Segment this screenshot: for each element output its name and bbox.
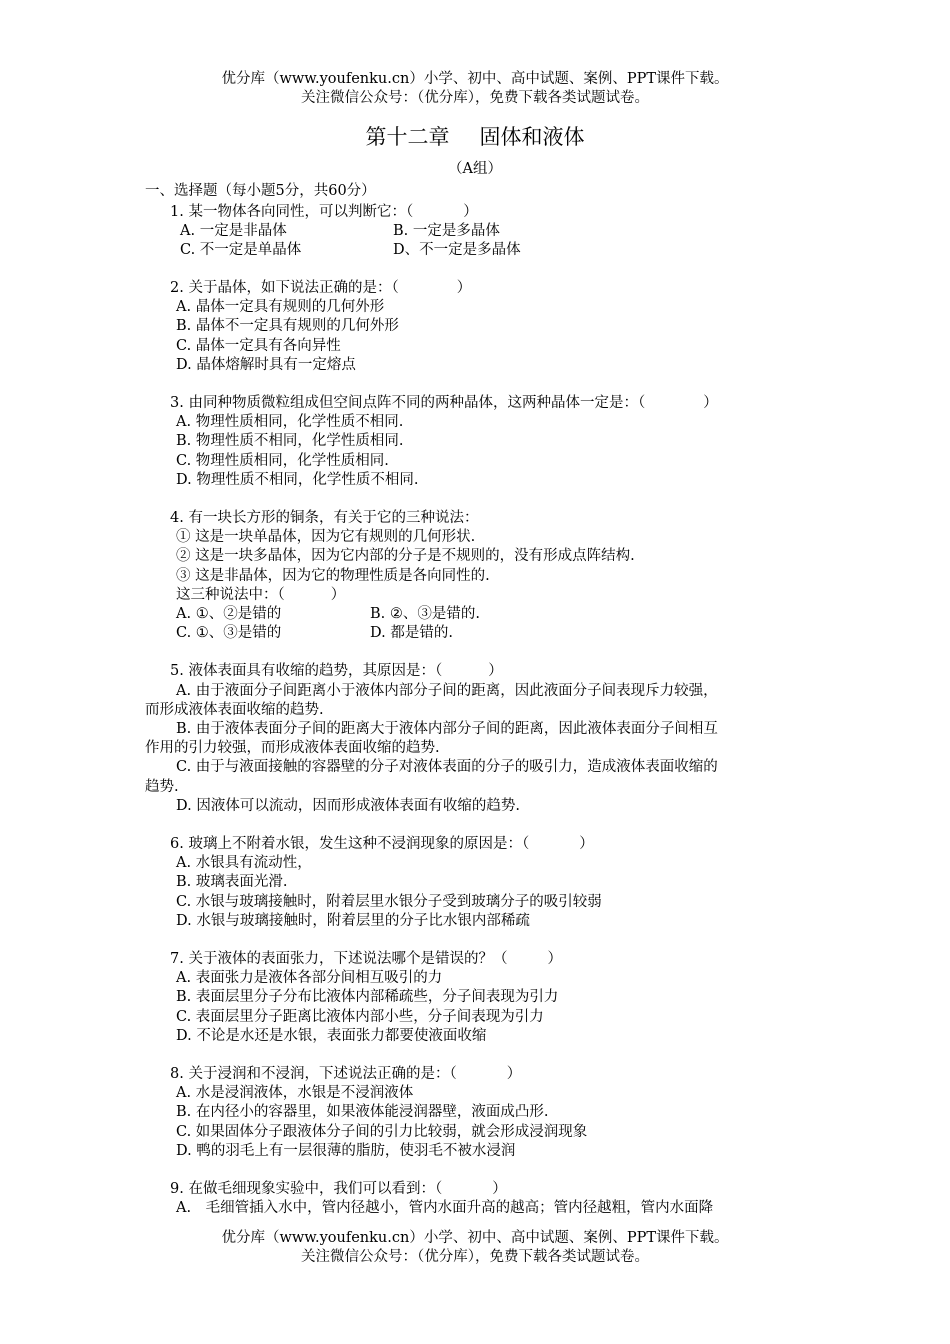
section-heading: 一、选择题（每小题5分，共60分） bbox=[145, 183, 376, 199]
q2-option-d: D. 晶体熔解时具有一定熔点 bbox=[176, 357, 356, 373]
q3-option-d: D. 物理性质不相同，化学性质不相同. bbox=[176, 472, 419, 488]
q9-option-a: A. 毛细管插入水中，管内径越小，管内水面升高的越高；管内径越粗，管内水面降 bbox=[176, 1200, 714, 1216]
question-7-stem: 7. 关于液体的表面张力，下述说法哪个是错误的？（ ） bbox=[170, 951, 562, 967]
question-1-stem: 1. 某一物体各向同性，可以判断它：（ ） bbox=[170, 204, 478, 220]
q3-option-b: B. 物理性质不相同，化学性质相同. bbox=[176, 433, 404, 449]
question-6-stem: 6. 玻璃上不附着水银，发生这种不浸润现象的原因是：（ ） bbox=[170, 836, 594, 852]
q8-option-a: A. 水是浸润液体，水银是不浸润液体 bbox=[176, 1085, 414, 1101]
q4-option-d: D. 都是错的. bbox=[370, 625, 453, 641]
q5-option-a-line-2: 而形成液体表面收缩的趋势. bbox=[145, 702, 324, 718]
question-8-stem: 8. 关于浸润和不浸润，下述说法正确的是：（ ） bbox=[170, 1066, 522, 1082]
header-line-1: 优分库（www.youfenku.cn）小学、初中、高中试题、案例、PPT课件下载。 bbox=[221, 71, 729, 87]
q7-option-a: A. 表面张力是液体各部分间相互吸引的力 bbox=[176, 970, 443, 986]
q4-option-a: A. ①、②是错的 bbox=[176, 606, 282, 622]
q5-option-d: D. 因液体可以流动，因而形成液体表面有收缩的趋势. bbox=[176, 798, 520, 814]
question-9-stem: 9. 在做毛细现象实验中，我们可以看到：（ ） bbox=[170, 1181, 507, 1197]
question-1-text: 1. 某一物体各向同性，可以判断它：（ bbox=[170, 204, 414, 220]
q5-option-c-line-2: 趋势. bbox=[145, 779, 179, 795]
q5-option-b-line-1: B. 由于液体表面分子间的距离大于液体内部分子间的距离，因此液体表面分子间相互 bbox=[176, 721, 718, 737]
chapter-name: 固体和液体 bbox=[479, 125, 585, 149]
q4-option-b: B. ②、③是错的. bbox=[370, 606, 480, 622]
q4-option-c: C. ①、③是错的 bbox=[176, 625, 282, 641]
q4-statement-2: ② 这是一块多晶体，因为它内部的分子是不规则的，没有形成点阵结构. bbox=[176, 548, 635, 564]
footer-line-1: 优分库（www.youfenku.cn）小学、初中、高中试题、案例、PPT课件下载。 bbox=[221, 1230, 729, 1246]
q5-option-c-line-1: C. 由于与液面接触的容器壁的分子对液体表面的分子的吸引力，造成液体表面收缩的 bbox=[176, 759, 718, 775]
page-title bbox=[0, 124, 950, 150]
q6-option-c: C. 水银与玻璃接触时，附着层里水银分子受到玻璃分子的吸引较弱 bbox=[176, 894, 602, 910]
q8-option-c: C. 如果固体分子跟液体分子间的引力比较弱，就会形成浸润现象 bbox=[176, 1124, 588, 1140]
q1-option-c: C. 不一定是单晶体 bbox=[180, 242, 302, 258]
q2-option-a: A. 晶体一定具有规则的几何外形 bbox=[176, 299, 385, 315]
q6-option-d: D. 水银与玻璃接触时，附着层里的分子比水银内部稀疏 bbox=[176, 913, 530, 929]
q3-option-a: A. 物理性质相同，化学性质不相同. bbox=[176, 414, 404, 430]
q7-option-b: B. 表面层里分子分布比液体内部稀疏些，分子间表现为引力 bbox=[176, 989, 559, 1005]
q6-option-b: B. 玻璃表面光滑. bbox=[176, 874, 288, 890]
group-label: （A组） bbox=[448, 161, 502, 177]
q1-option-a: A. 一定是非晶体 bbox=[180, 223, 287, 239]
header-line-2: 关注微信公众号：（优分库），免费下载各类试题试卷。 bbox=[301, 90, 649, 106]
q6-option-a: A. 水银具有流动性， bbox=[176, 855, 312, 871]
question-2-stem: 2. 关于晶体，如下说法正确的是：（ ） bbox=[170, 280, 472, 296]
q7-option-d: D. 不论是水还是水银，表面张力都要使液面收缩 bbox=[176, 1028, 487, 1044]
q1-option-b: B. 一定是多晶体 bbox=[393, 223, 500, 239]
q1-option-d: D、不一定是多晶体 bbox=[393, 242, 521, 258]
q4-statement-1: ① 这是一块单晶体，因为它有规则的几何形状. bbox=[176, 529, 476, 545]
q4-ask: 这三种说法中：（ ） bbox=[176, 587, 346, 603]
chapter-number: 第十二章 bbox=[365, 125, 450, 149]
q4-statement-3: ③ 这是非晶体，因为它的物理性质是各向同性的. bbox=[176, 568, 490, 584]
q7-option-c: C. 表面层里分子距离比液体内部小些，分子间表现为引力 bbox=[176, 1009, 544, 1025]
footer-line-2: 关注微信公众号：（优分库），免费下载各类试题试卷。 bbox=[301, 1249, 649, 1265]
question-3-stem: 3. 由同种物质微粒组成但空间点阵不同的两种晶体，这两种晶体一定是：（ ） bbox=[170, 395, 718, 411]
q5-option-a-line-1: A. 由于液面分子间距离小于液体内部分子间的距离，因此液面分子间表现斥力较强， bbox=[176, 683, 718, 699]
question-5-stem: 5. 液体表面具有收缩的趋势，其原因是：（ ） bbox=[170, 663, 503, 679]
q8-option-d: D. 鸭的羽毛上有一层很薄的脂肪，使羽毛不被水浸润 bbox=[176, 1143, 516, 1159]
q5-option-b-line-2: 作用的引力较强，而形成液体表面收缩的趋势. bbox=[145, 740, 440, 756]
q8-option-b: B. 在内径小的容器里，如果液体能浸润器壁，液面成凸形. bbox=[176, 1104, 549, 1120]
q2-option-b: B. 晶体不一定具有规则的几何外形 bbox=[176, 318, 399, 334]
question-4-stem: 4. 有一块长方形的铜条，有关于它的三种说法： bbox=[170, 510, 479, 526]
q3-option-c: C. 物理性质相同，化学性质相同. bbox=[176, 453, 389, 469]
q2-option-c: C. 晶体一定具有各向异性 bbox=[176, 338, 341, 354]
